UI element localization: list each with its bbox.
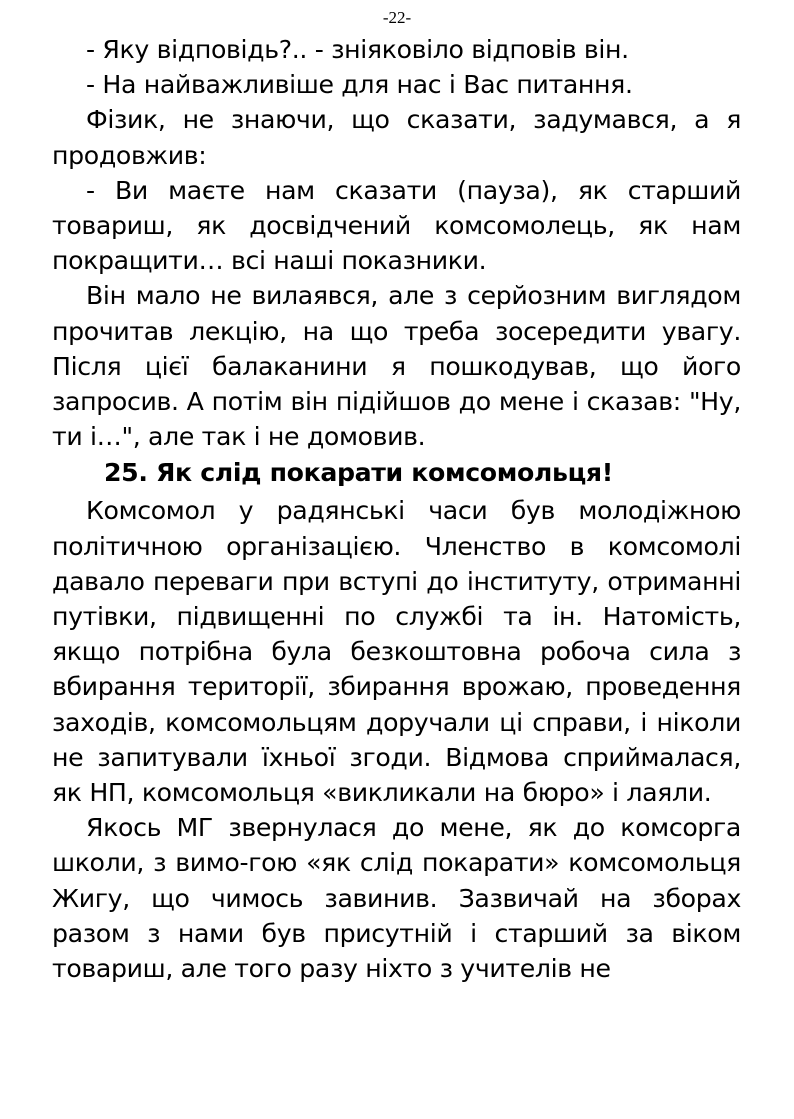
page-number: -22- — [382, 8, 412, 27]
dialogue-paragraph: - На найважливіше для нас і Вас питання. — [86, 70, 633, 100]
dialogue-paragraph: - Ви маєте нам сказати (пауза), як старший товариш, як досвідчений комсомолець, як нам покращити… всі наші показники. — [52, 175, 741, 276]
body-paragraph: Комсомол у радянські часи був молодіжною політичною організацією. Членство в комсомолі давало переваги при вступі до інституту, отриманні путівки, підвищенні по службі та ін. Натомість, якщо потрібна була безкоштовна робоча сила з вбирання території, збирання врожаю, проведення заходів, комсомольцям доручали ці справи, і ніколи не запитували їхньої згоди. Відмова сприймалася, як НП, комсомольця «викликали на бюро» і лаяли. — [52, 496, 741, 808]
body-paragraph: Фізик, не знаючи, що сказати, задумався, а я продовжив: — [52, 105, 741, 170]
body-paragraph: Якось МГ звернулася до мене, як до комсорга школи, з вимо-гою «як слід покарати» комсомольця Жигу, що чимось завинив. Зазвичай на зборах разом з нами був присутній і старший за віком товариш, але того разу ніхто з учителів не — [52, 813, 741, 984]
page-body — [52, 32, 741, 986]
section-heading: 25. Як слід покарати комсомольця! — [104, 458, 613, 488]
body-paragraph: Він мало не вилаявся, але з серйозним виглядом прочитав лекцію, на що треба зосередити увагу. Після цієї балаканини я пошкодував, що його запросив. А потім він підійшов до мене і сказав: "Ну, ти і…", але так і не домовив. — [52, 281, 741, 452]
dialogue-paragraph: - Яку відповідь?.. - зніяковіло відповів він. — [86, 35, 629, 64]
